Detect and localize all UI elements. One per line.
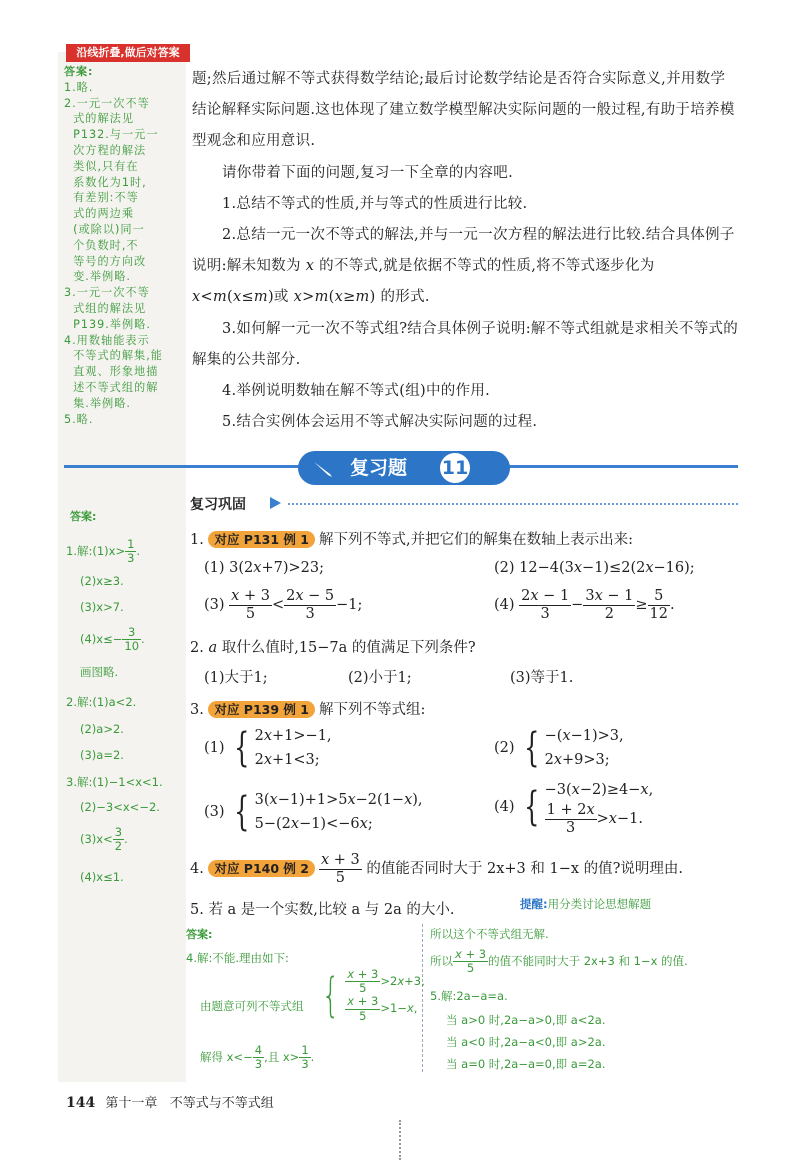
section-title: 复习巩固 [190,497,246,513]
pen-icon [312,458,336,478]
review-question-2: 2.总结一元一次不等式的解法,并与一元一次方程的解法进行比较.结合具体例子说明:解未知数为 x 的不等式,就是依据不等式的性质,将不等式逐步化为 x<m(x≤m)或 x>m(x≥m) 的形式. [192,227,735,306]
answer-4-line-3: 解得 x<− $\frac{4}{3}$ ,且 x> $\frac{1}{3}$ . [200,1043,315,1072]
q2-option-1: (1)大于1; [204,670,268,686]
sidebar-line: 式组的解法见 [64,301,147,315]
answer-2-2: (2)a>2. [80,722,124,736]
answer-3-4: (4)x≤1. [80,870,124,884]
sidebar-line: 5.略. [64,412,94,426]
answer-2-3: (3)a=2. [80,748,124,762]
answer-1-draw: 画图略. [80,665,119,679]
sidebar-line: 3.一元一次不等 [64,286,150,300]
sidebar-line: 类似,只有在 [64,159,139,173]
section-arrow-icon [270,497,281,509]
sidebar-line: 式的解法见 [64,112,135,126]
answer-5-line-4: 当 a=0 时,2a−a=0,即 a=2a. [446,1057,606,1071]
q1-part-1: (1) 3(2x+7)>23; [204,560,324,576]
textbook-reference-badge: 对应 P139 例 1 [208,701,315,718]
sidebar-line: 系数化为1时, [64,175,147,189]
chapter-title: 不等式与不等式组 [169,1096,274,1111]
sidebar-line: 不等式的解集,能 [64,349,163,363]
sidebar-line: 有差别:不等 [64,191,139,205]
answer-4-system: { $\frac{x + 3}{5}$ >2x+3, $\frac{x + 3}{5}$ >1−x, [321,967,425,1023]
banner-number: 11 [438,451,472,485]
answer-3-2: (2)−3<x<−2. [80,800,160,814]
sidebar-line: 次方程的解法 [64,143,147,157]
q1-part-2: (2) 12−4(3x−1)≤2(2x−16); [494,560,695,576]
textbook-reference-badge: 对应 P131 例 1 [208,531,315,548]
sidebar-line: 4.用数轴能表示 [64,333,150,347]
answer-3-1: 3.解:(1)−1<x<1. [66,775,163,789]
q3-part-2: (2) { −(x−1)>3, 2x+9>3; [494,725,624,771]
sidebar-line: 集.举例略. [64,396,131,410]
q3-part-3: (3) { 3(x−1)+1>5x−2(1−x), 5−(2x−1)<−6x; [204,789,423,835]
q2-option-3: (3)等于1. [510,670,574,686]
sidebar-answers-top [64,64,182,427]
question-4: 4. 对应 P140 例 2 $\frac{x + 3}{5}$ 的值能否同时大于 2x+3 和 1−x 的值?说明理由. [190,852,684,886]
sidebar-line: 1.略. [64,80,94,94]
answer-4-line-4: 所以这个不等式组无解. [430,927,549,941]
answer-2-1: 2.解:(1)a<2. [66,695,137,709]
review-question-5: 5.结合实例体会运用不等式解决实际问题的过程. [222,414,538,431]
answer-1-2: (2)x≥3. [80,574,124,588]
answer-3-3: (3)x< $\frac{3}{2}$ . [80,825,128,854]
question-2: 2. a 取什么值时,15−7a 的值满足下列条件? [190,640,476,656]
q1-part-4: (4) $\frac{2x - 1}{3}$ − $\frac{3x - 1}{2}$ ≥ $\frac{5}{12}$ . [494,588,675,622]
sidebar-line: 述不等式组的解 [64,380,159,394]
q1-part-3: (3) $\frac{x + 3}{5}$ < $\frac{2x - 5}{3}$ −1; [204,588,363,622]
sidebar-line: 直观、形象地描 [64,365,159,379]
page-footer [66,1092,274,1111]
sidebar-line: 变.举例略. [64,270,131,284]
answer-5-line-2: 当 a>0 时,2a−a>0,即 a<2a. [446,1013,606,1027]
answer-4-line-2: 由题意可列不等式组 [200,999,304,1013]
answer-1-4: (4)x≤− $\frac{3}{10}$ . [80,625,145,654]
chapter-label: 第十一章 [105,1096,158,1111]
q3-part-4: (4) { −3(x−2)≥4−x, $\frac{1 + 2x}{3}$ >x−1. [494,782,654,836]
question-5: 5. 若 a 是一个实数,比较 a 与 2a 的大小. [190,902,455,918]
sidebar-line: (或除以)同一 [64,222,145,236]
sidebar-line: P132.与一元一 [64,128,159,142]
page-number: 144 [66,1095,96,1111]
summary-intro: 请你带着下面的问题,复习一下全章的内容吧. [222,164,514,181]
answers-header: 答案: [70,510,97,523]
textbook-reference-badge: 对应 P140 例 2 [208,860,315,877]
answer-1-1: 1.解:(1)x> $\frac{1}{3}$ . [66,537,141,566]
review-question-1: 1.总结不等式的性质,并与等式的性质进行比较. [222,195,528,212]
answers-header: 答案: [186,928,213,941]
q3-part-1: (1) { 2x+1>−1, 2x+1<3; [204,725,332,771]
chapter-summary-text [192,64,740,438]
section-dotted-rule [288,503,738,505]
answer-4-line-1: 4.解:不能.理由如下: [186,951,289,965]
answer-4-line-5: 所以 $\frac{x + 3}{5}$ 的值不能同时大于 2x+3 和 1−x 的值. [430,947,688,976]
hint: 提醒:用分类讨论思想解题 [520,897,652,911]
sidebar-line: 2.一元一次不等 [64,96,150,110]
answer-5-line-1: 5.解:2a−a=a. [430,989,508,1003]
sidebar-line: P139.举例略. [64,317,151,331]
sidebar-line: 式的两边乘 [64,207,135,221]
fold-instruction-tab: 沿线折叠,做后对答案 [66,44,190,62]
fold-line [399,1120,401,1160]
question-3: 3. 对应 P139 例 1 解下列不等式组: [190,702,426,718]
review-question-4: 4.举例说明数轴在解不等式(组)中的作用. [222,383,491,400]
summary-paragraph: 题;然后通过解不等式获得数学结论;最后讨论数学结论是否符合实际意义,并用数学结论解释实际问题.这也体现了建立数学模型解决实际问题的一般过程,有助于培养模型观念和应用意识. [192,71,735,150]
answers-header: 答案: [64,65,94,78]
question-1: 1. 对应 P131 例 1 解下列不等式,并把它们的解集在数轴上表示出来: [190,532,633,548]
review-question-3: 3.如何解一元一次不等式组?结合具体例子说明:解不等式组就是求相关不等式的解集的公共部分. [192,320,739,368]
answer-5-line-3: 当 a<0 时,2a−a<0,即 a>2a. [446,1035,606,1049]
answer-1-3: (3)x>7. [80,600,124,614]
sidebar-line: 等号的方向改 [64,254,147,268]
q2-option-2: (2)小于1; [348,670,412,686]
sidebar-line: 个负数时,不 [64,238,139,252]
banner-title: 复习题 [350,457,408,479]
